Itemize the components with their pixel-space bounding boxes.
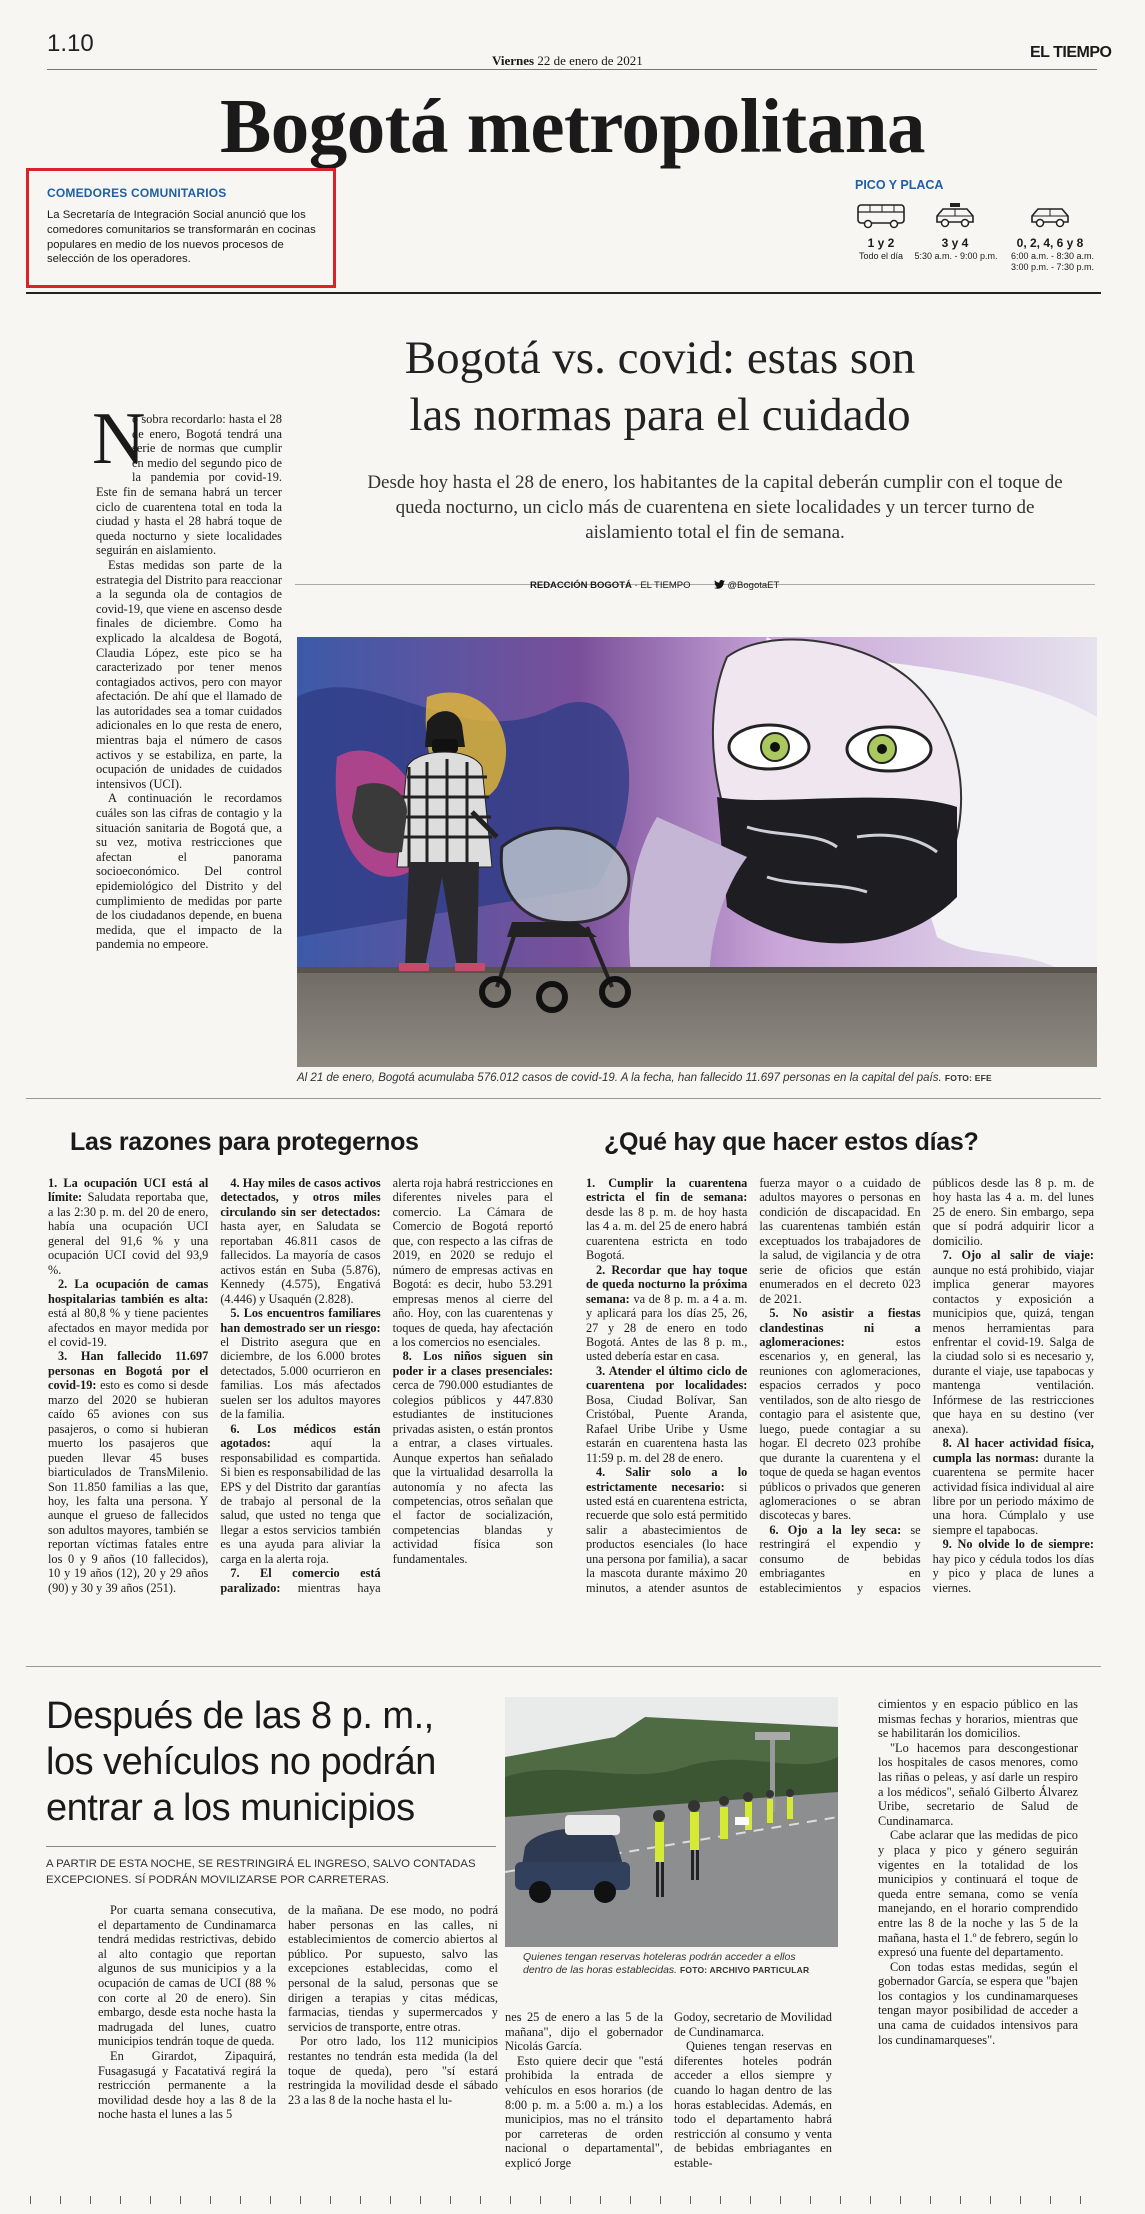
- graffiti-photo: [297, 637, 1097, 1067]
- lower-rule: [26, 1666, 1101, 1667]
- section-rule: [26, 292, 1101, 294]
- todo-item-lead: 8. Al hacer actividad física, cumpla las normas:: [932, 1436, 1094, 1465]
- drop-cap: N: [92, 398, 146, 480]
- reasons-item-lead: 3. Han fallecido 11.697 personas en Bogotá por el covid-19:: [48, 1349, 209, 1393]
- reasons-item-2: [48, 1277, 208, 1349]
- reasons-item-6: [220, 1422, 380, 1567]
- todo-item-lead: 3. Atender el último ciclo de cuarentena por localidades:: [586, 1363, 748, 1393]
- second-body-paragraph: Cabe aclarar que las medidas de pico y placa y pico y género seguirán vigentes en la totalidad de los municipios y continuará el toque de queda entre semana, como se venía manejando, en el horario comprendido entre las 8 de la noche y las 5 de la mañana, hasta el 1.º de febrero, según lo expresó una fuente del departamento.: [878, 1828, 1078, 1960]
- reasons-item-text: cerca de 790.000 estudiantes de colegios públicos y 447.830 estudiantes de instituciones privadas asisten, o están prontos a entrar, a clases virtuales. Aunque expertos han señalado que la virtualidad desarrolla la autonomía y no afecta las competencias, otros señalan que el factor de socialización, competencias blandas y actividad física son fundamentales.: [392, 1378, 553, 1566]
- second-body-paragraph: "Lo hacemos para descongestionar los hospitales de casos menores, como las riñas o peleas, y así darle un respiro a los médicos", señaló Gilberto Álvarez Uribe, secretario de Salud de Cundinamarca.: [878, 1740, 1078, 1828]
- todo-item-lead: 5. No asistir a fiestas clandestinas ni a aglomeraciones:: [759, 1306, 921, 1349]
- sidebox-text: La Secretaría de Integración Social anunció que los comedores comunitarios se transformarán en cocinas populares en medio de los nuevos procesos de selección de los operadores.: [47, 209, 316, 266]
- second-deck-rule: [46, 1846, 496, 1847]
- second-body-paragraph: Quienes tengan reservas en diferentes hoteles podrán acceder a ellos siempre y cuando lo hagan dentro de las horas establecidas. Además, en todo el departamento habrá restricción al consumo y venta de bebidas embriagantes en estable-: [674, 2039, 832, 2170]
- todo-item-text: estos escenarios y, en general, las reuniones con aglomeraciones, espacios cerrados y poco ventilados, son de alto riesgo de contagio para el asistente que, luego, puede contagiar a su hogar. El decreto 023 prohíbe que durante la cuarentena y el toque de queda se hagan eventos públicos o privados que generen aglomeraciones o se abran discotecas y bares.: [759, 1334, 921, 1523]
- todo-item-lead: 2. Recordar que hay toque de queda nocturno la próxima semana:: [586, 1262, 748, 1306]
- pico-placa-taxi: [930, 202, 980, 235]
- reasons-item-text: esto es como si desde marzo del 2020 se hubieran caído 65 aviones con sus pasajeros, o como si hubieran muerto los pasajeros que pueden llevar 45 buses biarticulados de TransMilenio. Son 11.850 familias a las que, hoy, les falta una persona. Y aunque el grueso de fallecidos son adultos mayores, también se reportan víctimas fatales entre los 0 y 9 años (10 fallecidos), 10 y 19 años (12), 20 y 29 años (90) y 30 y 39 años (251).: [48, 1378, 209, 1595]
- reasons-item-1: [48, 1176, 208, 1277]
- byline-source: · EL TIEMPO: [634, 580, 691, 591]
- header-rule: [47, 69, 1097, 70]
- reasons-item-text: hasta ayer, en Saludata se reportaban 46.811 casos de fallecidos. La mayoría de casos activos están en Suba (5.876), Kennedy (4.575), Engativá (4.446) y Usaquén (2.828).: [220, 1219, 381, 1306]
- mural-woman-stroller-image: [297, 637, 1097, 1067]
- photo-bottom-rule: [26, 1098, 1101, 1099]
- main-body-column: [96, 412, 282, 1062]
- pico-placa-car: [1025, 202, 1075, 235]
- reasons-item-lead: 5. Los encuentros familiares han demostrado ser un riesgo:: [220, 1306, 381, 1335]
- todo-item-text: si usted está en cuarentena estricta, recuerde que solo está permitido salir a abastecimientos de productos esenciales (lo hace una persona por familia), a sacar la mascota durante máximo 20 minutos, a atender asuntos de fuerza mayor o a cuidado de adultos mayores o personas en condición de discapacidad. En las cuarentenas también están exceptuados los trabajadores de la salud, de vigilancia y de otra serie de oficios que están enumerados en el decreto 023 de 2021.: [586, 1176, 921, 1595]
- plates-car: 0, 2, 4, 6 y 8: [1016, 236, 1084, 250]
- todo-item-5: [759, 1306, 920, 1523]
- reasons-item-text: aquí la responsabilidad es compartida. Si bien es responsabilidad de las EPS y del Distrito dar garantías de trabajo al personal de la salud, que usted no tenga que llegar a estos servicios también es una ayuda para aliviar la carga en la alerta roja.: [220, 1436, 381, 1566]
- todo-item-lead: 9. No olvide lo de siempre:: [942, 1537, 1094, 1552]
- police-checkpoint-photo: [505, 1697, 838, 1947]
- second-photo-caption: [523, 1951, 823, 1977]
- todo-item-3: [586, 1364, 747, 1465]
- sidebox-kicker: COMEDORES COMUNITARIOS: [47, 186, 227, 200]
- todo-item-1: [586, 1176, 747, 1263]
- todo-item-text: aunque no está prohibido, viajar implica generar mayores contactos y exposición a municipios que, quizá, tengan menos herramientas para enfrentar el covid-19. Salga de la ciudad solo si es necesario y, durante el viaje, use tapabocas y mantenga ventilación. Infórmese de las restricciones que haya en su destino (ver anexa).: [932, 1262, 1094, 1436]
- todo-columns: [586, 1176, 1094, 1648]
- schedule-car-2: 3:00 p.m. - 7:30 p.m.: [1010, 262, 1095, 272]
- second-body-paragraph: Con todas estas medidas, según el gobernador García, se espera que "bajen los contagios y los cundinamarqueses tengan mayor posibilidad de acceder a una cama de cuidados intensivos para los cundinamarqueses".: [878, 1959, 1078, 2047]
- reasons-item-lead: 6. Los médicos están agotados:: [220, 1421, 381, 1451]
- reasons-item-lead: 2. La ocupación de camas hospitalarias también es alta:: [48, 1277, 209, 1306]
- second-body-paragraph: Esto quiere decir que "está prohibida la entrada de vehículos en esos horarios (de 8:00 p. m. a 5:00 a. m.) a los municipios, mas no el tránsito por carreteras de orden nacional o departamental", explicó Jorge: [505, 2053, 663, 2170]
- todo-item-text: durante la cuarentena se permite hacer actividad física individual al aire libre por un periodo máximo de una hora. Cúmplalo y use siempre el tapabocas.: [932, 1450, 1094, 1537]
- page-number: 1.10: [47, 30, 94, 57]
- second-body-paragraph: En Girardot, Zipaquirá, Fusagasugá y Facatativá regirá la restricción permanente a la movilidad desde hoy a las 8 de la noche hasta el lunes a las 5: [98, 2048, 276, 2122]
- todo-item-lead: 4. Salir solo a lo estrictamente necesario:: [586, 1465, 748, 1494]
- todo-item-lead: 1. Cumplir la cuarentena estricta el fin de semana:: [586, 1176, 748, 1205]
- second-body-paragraph: cimientos y en espacio público en las mismas fechas y horarios, mientras que se habilitarán los domicilios.: [878, 1697, 1078, 1741]
- todo-item-text: Bosa, Ciudad Bolívar, San Cristóbal, Puente Aranda, Rafael Uribe Uribe y Usme estarán en cuarentena hasta las 11:59 p. m. del 28 de enero.: [586, 1392, 748, 1465]
- todo-item-7: [933, 1248, 1094, 1436]
- second-photo-credit: FOTO: ARCHIVO PARTICULAR: [680, 1965, 810, 1975]
- second-body-col-3: [505, 2010, 663, 2200]
- byline-twitter-handle: @BogotaET: [727, 580, 780, 591]
- reasons-item-text: mientras haya alerta roja habrá restricciones en diferentes niveles para el comercio. La Cámara de Comercio de Bogotá reportó que, con respecto a las cifras de 2019, en 2020 se redujo el número de empresas activas en Bogotá: es decir, hubo 53.291 empresas menos al cierre del año. Hoy, con las cuarentenas y toques de queda, hay afectación a los comercios no esenciales.: [280, 1176, 553, 1595]
- reasons-item-lead: 8. Los niños siguen sin poder ir a clases presenciales:: [392, 1349, 553, 1378]
- reasons-item-4: [220, 1176, 380, 1306]
- issue-date-rest: 22 de enero de 2021: [537, 53, 643, 68]
- todo-title: ¿Qué hay que hacer estos días?: [604, 1128, 979, 1156]
- byline: [530, 580, 779, 591]
- issue-date-weekday: Viernes: [492, 53, 535, 68]
- todo-item-text: se restringirá el expendio y consumo de bebidas embriagantes en establecimientos y espacios públicos desde las 8 p. m. de hoy hasta las 4 a. m. del lunes 25 de enero. Sin embargo, sepa que sí podrá adquirir licor a domicilio.: [759, 1176, 1094, 1595]
- plates-taxi: 3 y 4: [941, 236, 969, 250]
- bus-icon: [856, 202, 906, 230]
- schedule-bus: Todo el día: [858, 251, 904, 261]
- second-body-col-2: [288, 1903, 498, 2193]
- todo-item-2: [586, 1263, 747, 1364]
- main-headline-line-2: las normas para el cuidado: [409, 389, 911, 441]
- second-photo-caption-text: Quienes tengan reservas hoteleras podrán acceder a ellos dentro de las horas establecidas.: [523, 1951, 796, 1976]
- main-headline: [300, 330, 1020, 444]
- main-body-paragraph-3: A continuación le recordamos cuáles son las cifras de contagio y la situación sanitaria de Bogotá que, a su vez, motiva restricciones que afectan el panorama socioeconómico. Del control epidemiológico del Distrito y del cumplimiento de medidas por parte de los ciudadanos depende, en buena medida, que el impacto de la pandemia no empeore.: [96, 791, 282, 952]
- reasons-item-lead: 4. Hay miles de casos activos detectados, y otros miles circulando sin ser detectados:: [220, 1176, 381, 1219]
- pico-placa-title: PICO Y PLACA: [855, 178, 944, 192]
- reasons-item-lead: 1. La ocupación UCI está al límite:: [48, 1176, 209, 1205]
- second-headline: Después de las 8 p. m., los vehículos no podrán entrar a los municipios: [46, 1695, 436, 1829]
- reasons-item-8: [393, 1349, 553, 1566]
- reasons-item-5: [220, 1306, 380, 1422]
- second-body-paragraph: Godoy, secretario de Movilidad de Cundinamarca.: [674, 2010, 832, 2039]
- reasons-columns: [48, 1176, 553, 1648]
- main-headline-line-1: Bogotá vs. covid: estas son: [404, 332, 916, 384]
- todo-item-text: desde las 8 p. m. de hoy hasta las 4 a. m. del 25 de enero habrá cuarentena estricta en todo Bogotá.: [586, 1204, 748, 1263]
- reasons-item-text: está al 80,8 % y tiene pacientes afectados en mayor medida por el covid-19.: [48, 1306, 209, 1349]
- reasons-item-3: [48, 1349, 208, 1595]
- reasons-item-text: Saludata reportaba que, a las 2:30 p. m. del 20 de enero, había una ocupación UCI general del 91,6 % y una ocupación UCI covid del 93,9 %.: [48, 1190, 209, 1277]
- main-deck: Desde hoy hasta el 28 de enero, los habitantes de la capital deberán cumplir con el toque de queda nocturno, un ciclo más de cuarentena en siete localidades y un tercer turno de aislamiento total el fin de semana.: [367, 472, 1063, 543]
- second-body-paragraph: nes 25 de enero a las 5 de la mañana", dijo el gobernador Nicolás García.: [505, 2010, 663, 2054]
- second-body-col-5: [878, 1697, 1078, 2197]
- schedule-taxi: 5:30 a.m. - 9:00 p.m.: [914, 251, 998, 261]
- main-photo-credit: FOTO: EFE: [944, 1073, 992, 1083]
- taxi-icon: [933, 202, 977, 230]
- main-photo-caption-text: Al 21 de enero, Bogotá acumulaba 576.012 casos de covid-19. A la fecha, han fallecido 11.697 personas en la capital del país.: [297, 1072, 942, 1084]
- schedule-car-1: 6:00 a.m. - 8:30 a.m.: [1010, 251, 1095, 261]
- main-body-paragraph-2: Estas medidas son parte de la estrategia del Distrito para reaccionar a la segunda ola de contagios de covid-19, que viene en ascenso desde finales de diciembre. Como ha explicado la alcaldesa de Bogotá, Claudia López, este pico se ha caracterizado por tener menos contagiados activos, pero con mayor afectación. De ahí que el llamado de las autoridades sea a tomar cuidados adicionales en lo que resta de enero, mientras baja el número de casos activos y se estabiliza, en parte, la ocupación de unidades de cuidados intensivos (UCI).: [96, 557, 282, 791]
- issue-date: [492, 53, 643, 69]
- second-body-col-1: [98, 1903, 276, 2193]
- main-body-paragraph-1: o sobra recordarlo: hasta el 28 de enero, Bogotá tendrá una serie de normas que cumplir en medio del segundo pico de la pandemia por covid-19. Este fin de semana habrá un tercer ciclo de cuarentena total en toda la ciudad y hasta el 28 habrá toque de queda nocturno y siete localidades seguirán en aislamiento.: [96, 412, 282, 558]
- reasons-item-lead: 7. El comercio está paralizado:: [220, 1566, 381, 1595]
- todo-item-text: va de 8 p. m. a 4 a. m. y aplicará para los días 25, 26, 27 y 28 de enero en todo Bogotá. Antes de las 8 p. m., usted debería estar en casa.: [586, 1291, 748, 1364]
- reasons-title: Las razones para protegernos: [70, 1128, 419, 1156]
- section-title: Bogotá metropolitana: [219, 83, 926, 169]
- second-deck: A PARTIR DE ESTA NOCHE, SE RESTRINGIRÁ EL INGRESO, SALVO CONTADAS EXCEPCIONES. SÍ PODRÁN MOVILIZARSE POR CARRETERAS.: [46, 1858, 476, 1886]
- todo-item-text: hay pico y cédula todos los días y pico y placa de lunes a viernes.: [932, 1551, 1094, 1595]
- second-body-col-4: [674, 2010, 832, 2200]
- pico-placa-bus: [850, 202, 912, 235]
- second-body-paragraph: Por otro lado, los 112 municipios restantes no tendrán esta medida (la del toque de queda), pero "sí estará restringida la movilidad desde el sábado 23 a las 8 de la noche hasta el lu-: [288, 2034, 498, 2107]
- plates-bus: 1 y 2: [867, 236, 895, 250]
- todo-item-8: [933, 1436, 1094, 1537]
- twitter-bird-icon: [714, 580, 725, 589]
- second-body-paragraph: Por cuarta semana consecutiva, el departamento de Cundinamarca tendrá medidas restrictivas, debido al alto contagio que reportan algunos de sus municipios y a la ocupación de camas de UCI (88 % con corte al 20 de enero). Sin embargo, desde esta noche hasta la madrugada del lunes, cuatro municipios tendrán toque de queda.: [98, 1903, 276, 2049]
- todo-item-9: [933, 1537, 1094, 1595]
- brand-logo: EL TIEMPO: [1030, 44, 1112, 61]
- main-photo-caption: [297, 1072, 1097, 1084]
- second-body-paragraph: de la mañana. De ese modo, no podrá haber personas en las calles, ni establecimientos de comercio abiertos al público. Por supuesto, salvo las excepciones establecidas, como el personal de la salud, personas que se dirigen a terapias y citas médicas, farmacias, tiendas y supermercados y servicios de transporte, entre otras.: [288, 1903, 498, 2034]
- police-checkpoint-image: [505, 1697, 838, 1947]
- byline-author: REDACCIÓN BOGOTÁ: [530, 580, 632, 591]
- print-registration-marks: [30, 2196, 1090, 2204]
- todo-item-lead: 6. Ojo a la ley seca:: [769, 1522, 902, 1537]
- todo-item-lead: 7. Ojo al salir de viaje:: [942, 1248, 1094, 1263]
- car-icon: [1028, 202, 1072, 230]
- reasons-item-text: el Distrito asegura que en diciembre, de los 6.000 brotes detectados, 5.000 ocurrieron en familias. Los más afectados suelen ser los adultos mayores de la familia.: [220, 1334, 381, 1422]
